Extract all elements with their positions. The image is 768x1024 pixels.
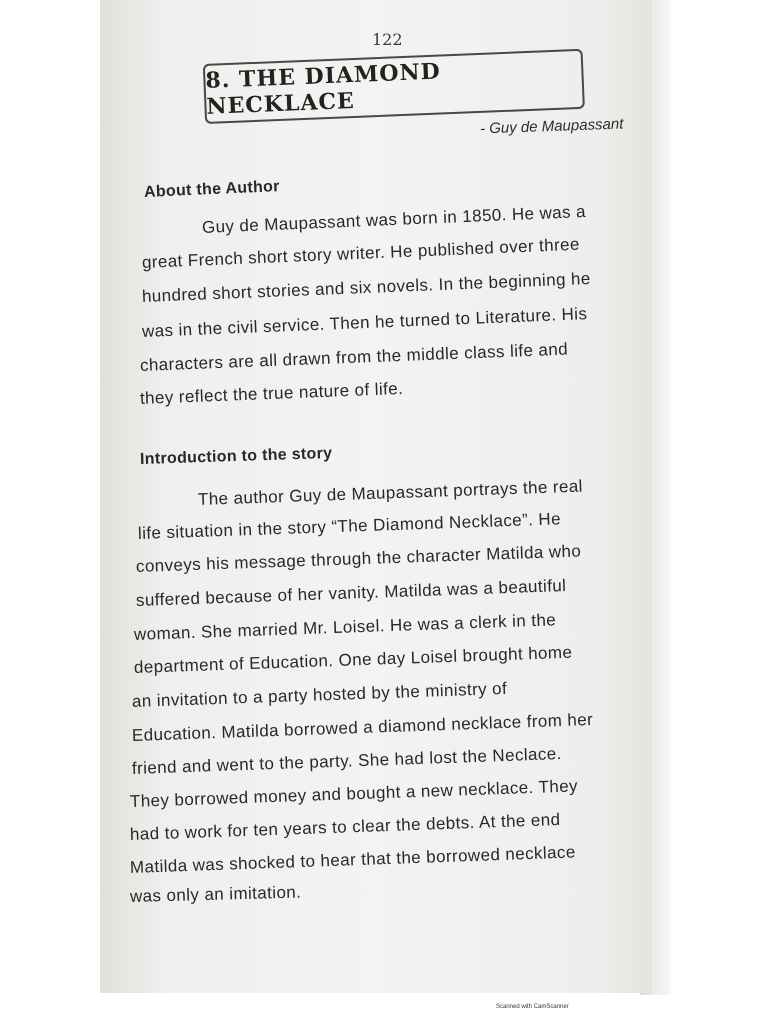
paragraph-line: life situation in the story “The Diamond Necklace”. He <box>137 509 562 543</box>
paragraph-line: friend and went to the party. She had lost the Neclace. <box>131 744 562 778</box>
paragraph-line: was only an imitation. <box>129 882 302 906</box>
paragraph-line: suffered because of her vanity. Matilda was a beautiful <box>135 575 567 610</box>
author-name: - Guy de Maupassant <box>479 115 624 138</box>
paragraph-line: great French short story writer. He published over three <box>141 234 581 272</box>
scan-watermark: Scanned with CamScanner <box>496 1004 569 1010</box>
paragraph-line: an invitation to a party hosted by the ministry of <box>131 678 508 711</box>
introduction-heading: Introduction to the story <box>139 444 333 469</box>
paragraph-line: They borrowed money and bought a new necklace. They <box>129 776 579 811</box>
about-author-heading: About the Author <box>143 178 281 201</box>
paragraph-line: Matilda was shocked to hear that the borrowed necklace <box>129 842 576 877</box>
paragraph-line: conveys his message through the character Matilda who <box>135 541 582 576</box>
paragraph-line: woman. She married Mr. Loisel. He was a clerk in the <box>133 610 557 644</box>
paragraph-line: Guy de Maupassant was born in 1850. He was a <box>201 201 587 237</box>
paragraph-line: characters are all drawn from the middle class life and <box>139 339 569 375</box>
paragraph-line: they reflect the true nature of life. <box>139 378 404 408</box>
paragraph-line: The author Guy de Maupassant portrays the real <box>197 476 584 509</box>
paragraph-line: hundred short stories and six novels. In the beginning he <box>141 268 592 306</box>
chapter-title: 8. THE DIAMOND NECKLACE <box>204 58 442 120</box>
chapter-title-box <box>203 49 585 124</box>
book-page <box>100 0 652 993</box>
paragraph-line: had to work for ten years to clear the debts. At the end <box>129 809 561 844</box>
paragraph-line: Education. Matilda borrowed a diamond necklace from her <box>131 709 594 745</box>
page-number: 122 <box>372 30 403 49</box>
paragraph-line: department of Education. One day Loisel brought home <box>133 642 573 677</box>
paragraph-line: was in the civil service. Then he turned to Literature. His <box>141 304 588 341</box>
